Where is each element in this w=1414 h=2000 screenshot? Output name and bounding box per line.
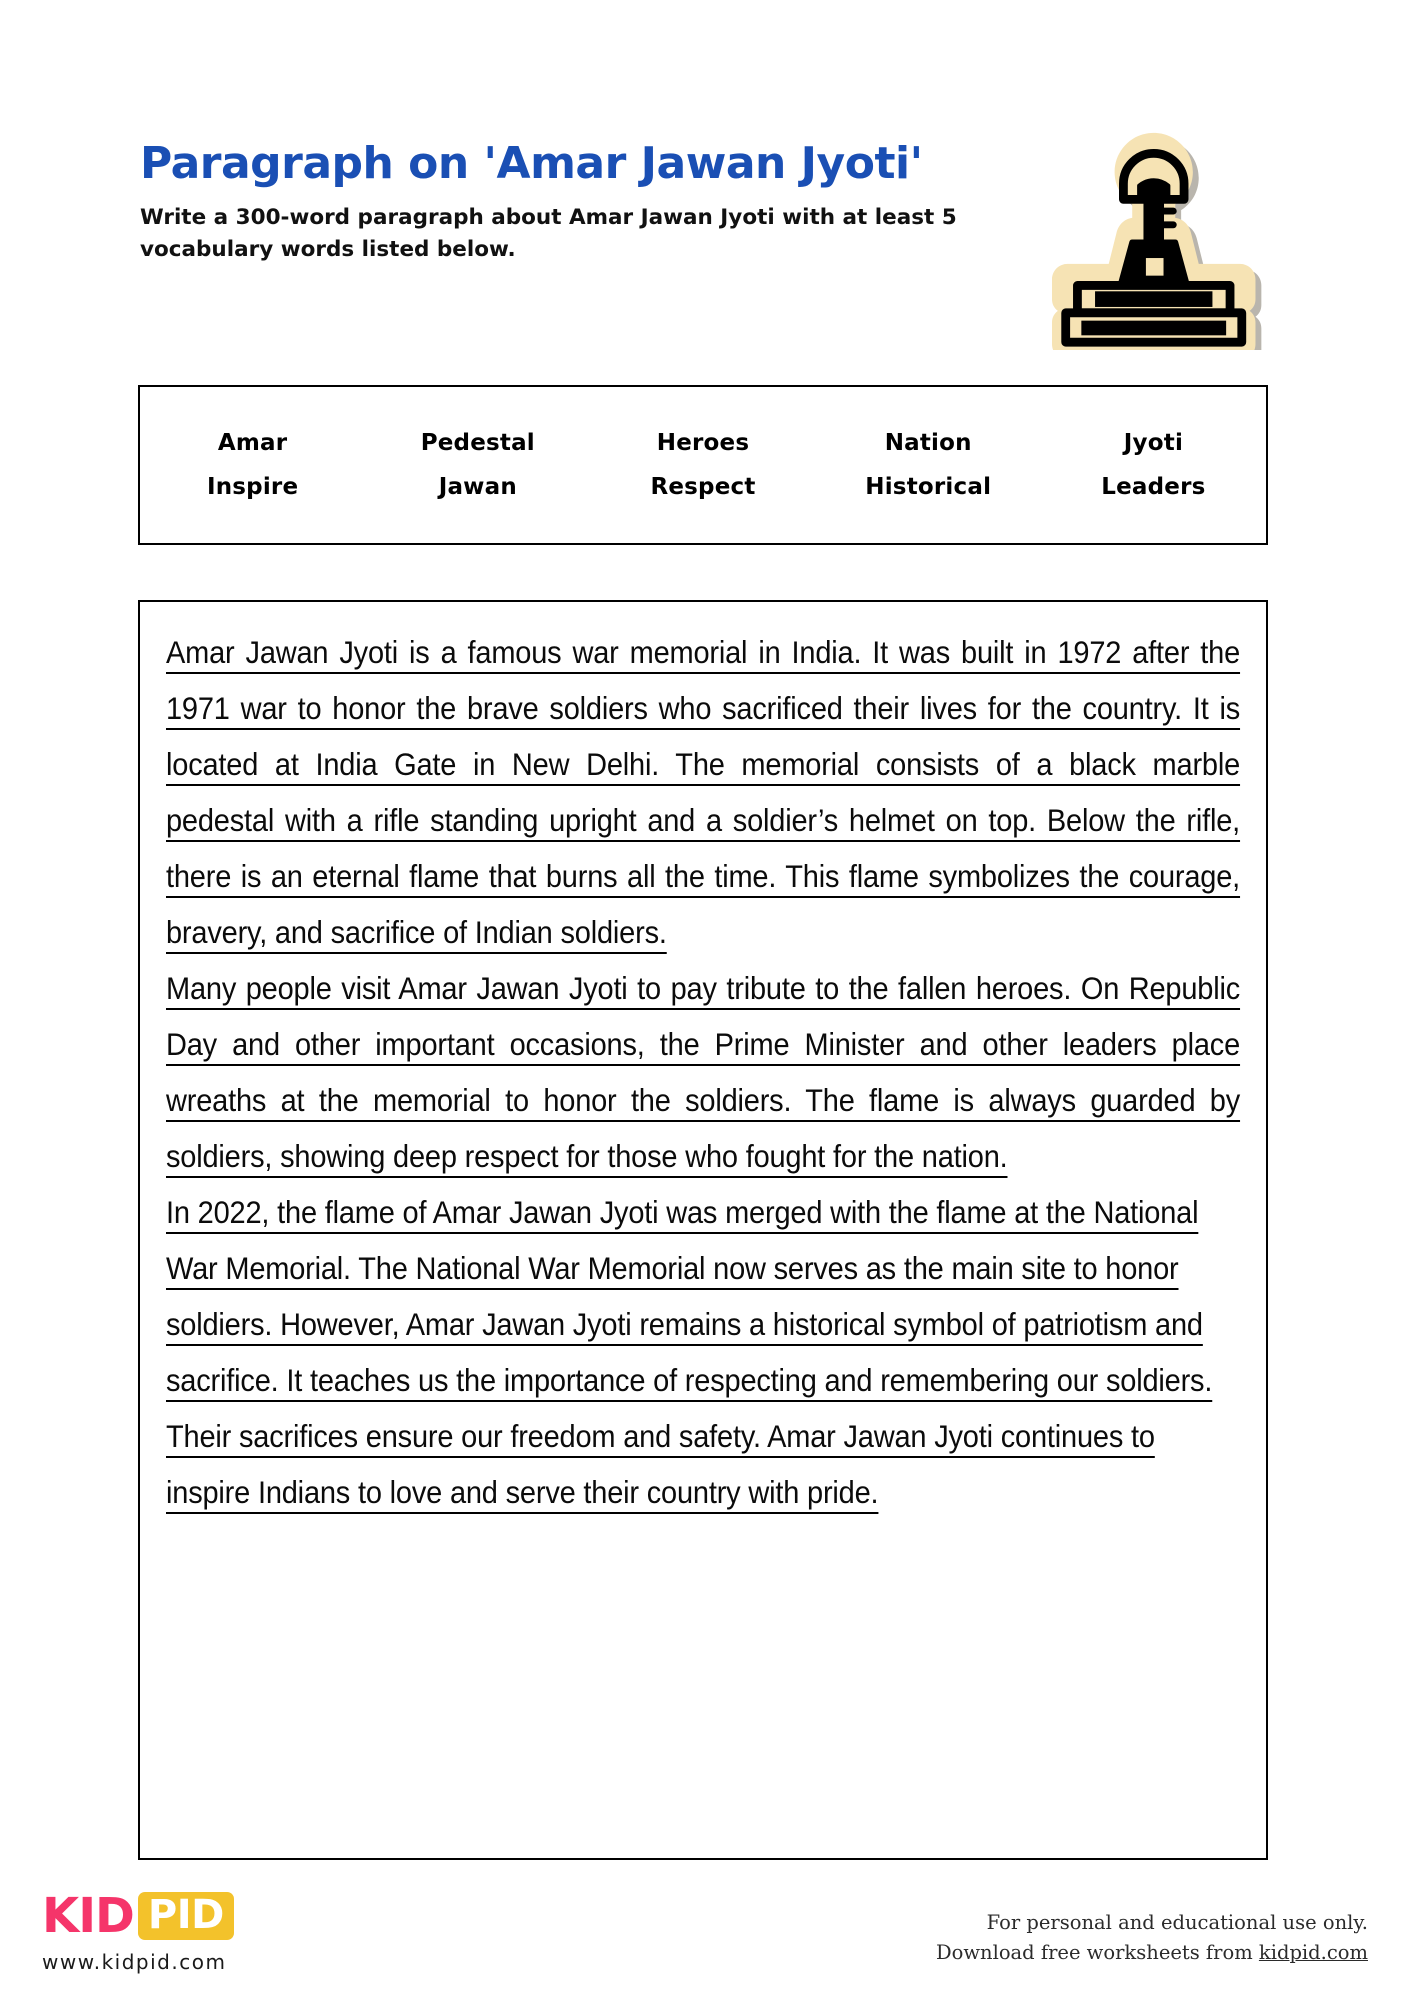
vocabulary-word: Pedestal xyxy=(420,430,535,456)
vocabulary-word: Jyoti xyxy=(1123,430,1184,456)
vocabulary-word: Amar xyxy=(217,430,288,456)
vocabulary-word: Inspire xyxy=(206,474,299,500)
vocabulary-box xyxy=(138,385,1268,545)
vocabulary-word: Heroes xyxy=(656,430,750,456)
brand-pid-text: PID xyxy=(138,1892,234,1940)
footer-note-line-2 xyxy=(936,1938,1368,1968)
vocabulary-row xyxy=(140,421,1266,465)
answer-paragraph-box[interactable] xyxy=(138,600,1268,1860)
vocabulary-word: Historical xyxy=(865,474,992,500)
kidpid-logo xyxy=(42,1888,234,1974)
brand-wordmark xyxy=(42,1888,234,1944)
page-footer xyxy=(0,1850,1414,2000)
war-memorial-icon xyxy=(1047,125,1282,350)
vocabulary-word: Respect xyxy=(650,474,756,500)
footer-note-line-1: For personal and educational use only. xyxy=(986,1910,1368,1934)
footer-note-prefix: Download free worksheets from xyxy=(935,1940,1259,1964)
footer-usage-note xyxy=(936,1908,1368,1968)
worksheet-instructions: Write a 300-word paragraph about Amar Jawan Jyoti with at least 5 vocabulary words listed below. xyxy=(140,205,957,262)
vocabulary-word: Nation xyxy=(884,430,972,456)
vocabulary-row xyxy=(140,465,1266,509)
page-title: Paragraph on 'Amar Jawan Jyoti' xyxy=(140,138,923,189)
answer-paragraph: Amar Jawan Jyoti is a famous war memorial in India. It was built in 1972 after the 1971 war to honor the brave soldiers who sacrificed their lives for the country. It is located at India Gate in New Delhi. The memorial consists of a black marble pedestal with a rifle standing upright and a soldier’s helmet on top. Below the rifle, there is an eternal flame that burns all the time. This flame symbolizes the courage, bravery, and sacrifice of Indian soldiers. xyxy=(166,634,1241,950)
answer-paragraph: In 2022, the flame of Amar Jawan Jyoti was merged with the flame at the National War Memorial. The National War Memorial now serves as the main site to honor soldiers. However, Amar Jawan Jyoti remains a historical symbol of patriotism and sacrifice. It teaches us the importance of respecting and remembering our soldiers. Their sacrifices ensure our freedom and safety. Amar Jawan Jyoti continues to inspire Indians to love and serve their country with pride. xyxy=(166,1194,1213,1510)
vocabulary-word: Jawan xyxy=(438,474,517,500)
worksheet-header xyxy=(140,140,1040,265)
kidpid-link[interactable]: kidpid.com xyxy=(1258,1940,1368,1964)
brand-website-url: www.kidpid.com xyxy=(42,1950,227,1974)
vocabulary-word: Leaders xyxy=(1101,474,1206,500)
brand-kid-text: KID xyxy=(42,1888,134,1944)
answer-paragraph: Many people visit Amar Jawan Jyoti to pay tribute to the fallen heroes. On Republic Day and other important occasions, the Prime Minister and other leaders place wreaths at the memorial to honor the soldiers. The flame is always guarded by soldiers, showing deep respect for those who fought for the nation. xyxy=(166,970,1241,1174)
